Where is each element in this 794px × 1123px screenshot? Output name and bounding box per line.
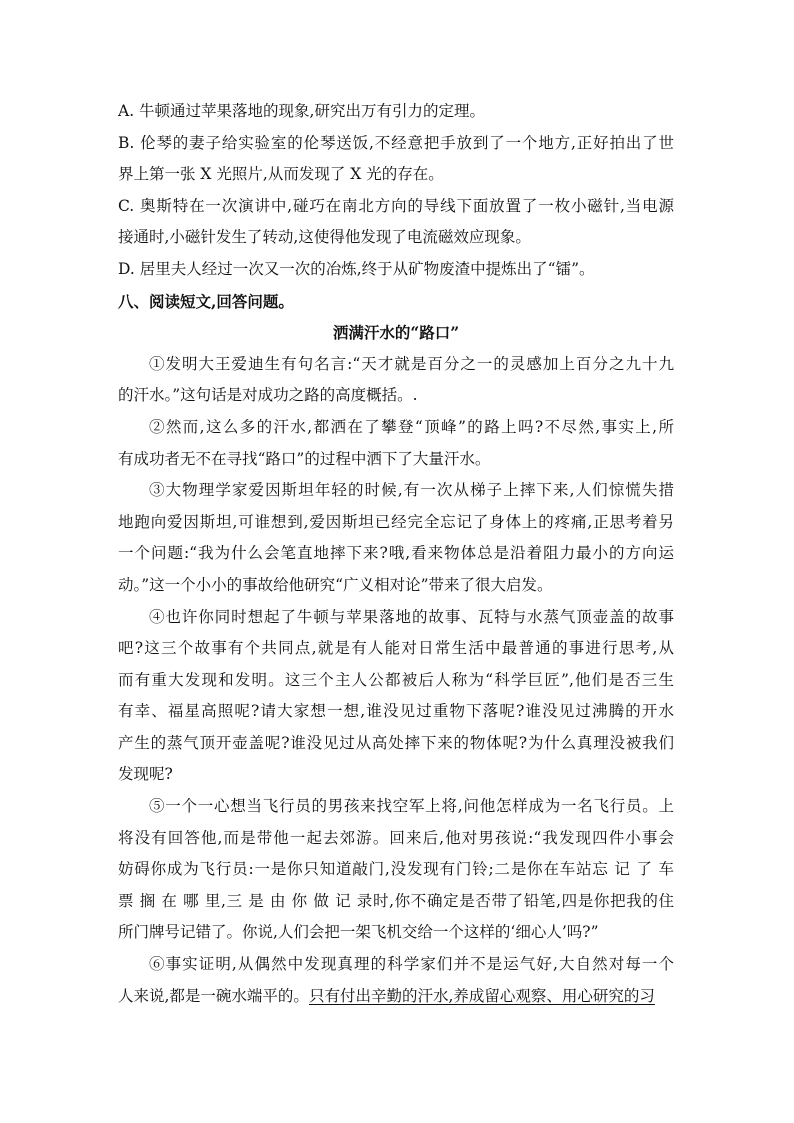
paragraph-line: ⑤一个一心想当飞行员的男孩来找空军上将,问他怎样成为一名飞行员。上 [149, 797, 674, 816]
paragraph-line: ⑥事实证明,从偶然中发现真理的科学家们并不是运气好,大自然对每一个 [149, 955, 674, 974]
underlined-sentence: 只有付出辛勤的汗水,养成留心观察、用心研究的习 [308, 986, 655, 1005]
paragraph-line: 一个问题:“我为什么会笔直地摔下来?哦,看来物体总是沿着阻力最小的方向运 [118, 544, 674, 563]
paragraph-line: 将没有回答他,而是带他一起去郊游。回来后,他对男孩说:“我发现四件小事会 [118, 828, 674, 847]
paragraph-last-line [118, 981, 674, 1013]
paragraph-1 [118, 349, 674, 412]
paragraph-line: 的汗水。”这句话是对成功之路的高度概括。. [118, 386, 418, 405]
paragraph-line: 而有重大发现和发明。这三个主人公都被后人称为“科学巨匠”,他们是否三生 [118, 670, 674, 689]
paragraph-line: 所门牌号记错了。你说,人们会把一架飞机交给一个这样的‘细心人’吗?” [118, 923, 599, 942]
option-c-line-2: 接通时,小磁针发生了转动,这使得他发现了电流磁效应现象。 [118, 228, 531, 247]
paragraph-3 [118, 475, 674, 601]
paragraph-line: ①发明大王爱迪生有句名言:“天才就是百分之一的灵感加上百分之九十九 [149, 354, 674, 373]
paragraph-line: 发现呢? [118, 765, 173, 784]
paragraph-line: ③大物理学家爱因斯坦年轻的时候,有一次从梯子上摔下来,人们惊慌失措 [149, 481, 674, 500]
option-c [118, 191, 674, 254]
option-d [118, 254, 674, 286]
paragraph-6 [118, 949, 674, 1012]
last-line-plain-text: 人来说,都是一碗水端平的。 [118, 986, 309, 1005]
paragraph-line: 吧?这三个故事有个共同点,就是有人能对日常生活中最普通的事进行思考,从 [118, 639, 674, 658]
option-b-line-2: 界上第一张 X 光照片,从而发现了 X 光的存在。 [118, 165, 444, 184]
paragraph-line: 地跑向爱因斯坦,可谁想到,爱因斯坦已经完全忘记了身体上的疼痛,正思考着另 [118, 512, 674, 531]
option-d-line-1: D. 居里夫人经过一次又一次的冶炼,终于从矿物废渣中提炼出了“镭”。 [118, 259, 595, 278]
paragraph-line: 有成功者无不在寻找“路口”的过程中洒下了大量汗水。 [118, 449, 491, 468]
paragraph-line: 有幸、福星高照呢?请大家想一想,谁没见过重物下落呢?谁没见过沸腾的开水 [118, 702, 674, 721]
article-title: 洒满汗水的“路口” [332, 323, 460, 343]
paragraph-5 [118, 791, 674, 949]
option-a-line-1: A. 牛顿通过苹果落地的现象,研究出万有引力的定理。 [118, 102, 485, 120]
paragraph-line: 妨碍你成为飞行员:一是你只知道敲门,没发现有门铃;二是你在车站忘 记 了 车 [118, 860, 674, 879]
option-b [118, 128, 674, 191]
paragraph-line: ②然而,这么多的汗水,都洒在了攀登“顶峰”的路上吗?不尽然,事实上,所 [149, 417, 674, 436]
document-page [118, 96, 674, 1012]
paragraph-4 [118, 602, 674, 792]
paragraph-line: 产生的蒸气顶开壶盖呢?谁没见过从高处摔下来的物体呢?为什么真理没被我们 [118, 733, 674, 752]
option-b-line-1: B. 伦琴的妻子给实验室的伦琴送饭,不经意把手放到了一个地方,正好拍出了世 [118, 133, 674, 152]
paragraph-2 [118, 412, 674, 475]
paragraph-line: 动。”这一个小小的事故给他研究“广义相对论”带来了很大启发。 [118, 575, 553, 594]
option-c-line-1: C. 奥斯特在一次演讲中,碰巧在南北方向的导线下面放置了一枚小磁针,当电源 [118, 196, 674, 215]
section-heading: 八、阅读短文,回答问题。 [118, 291, 294, 311]
paragraph-line: 票 搁 在 哪 里,三 是 由 你 做 记 录时,你不确定是否带了铅笔,四是你把我的住 [118, 891, 674, 910]
paragraph-line: ④也许你同时想起了牛顿与苹果落地的故事、瓦特与水蒸气顶壶盖的故事 [149, 607, 674, 626]
option-a [118, 96, 674, 128]
